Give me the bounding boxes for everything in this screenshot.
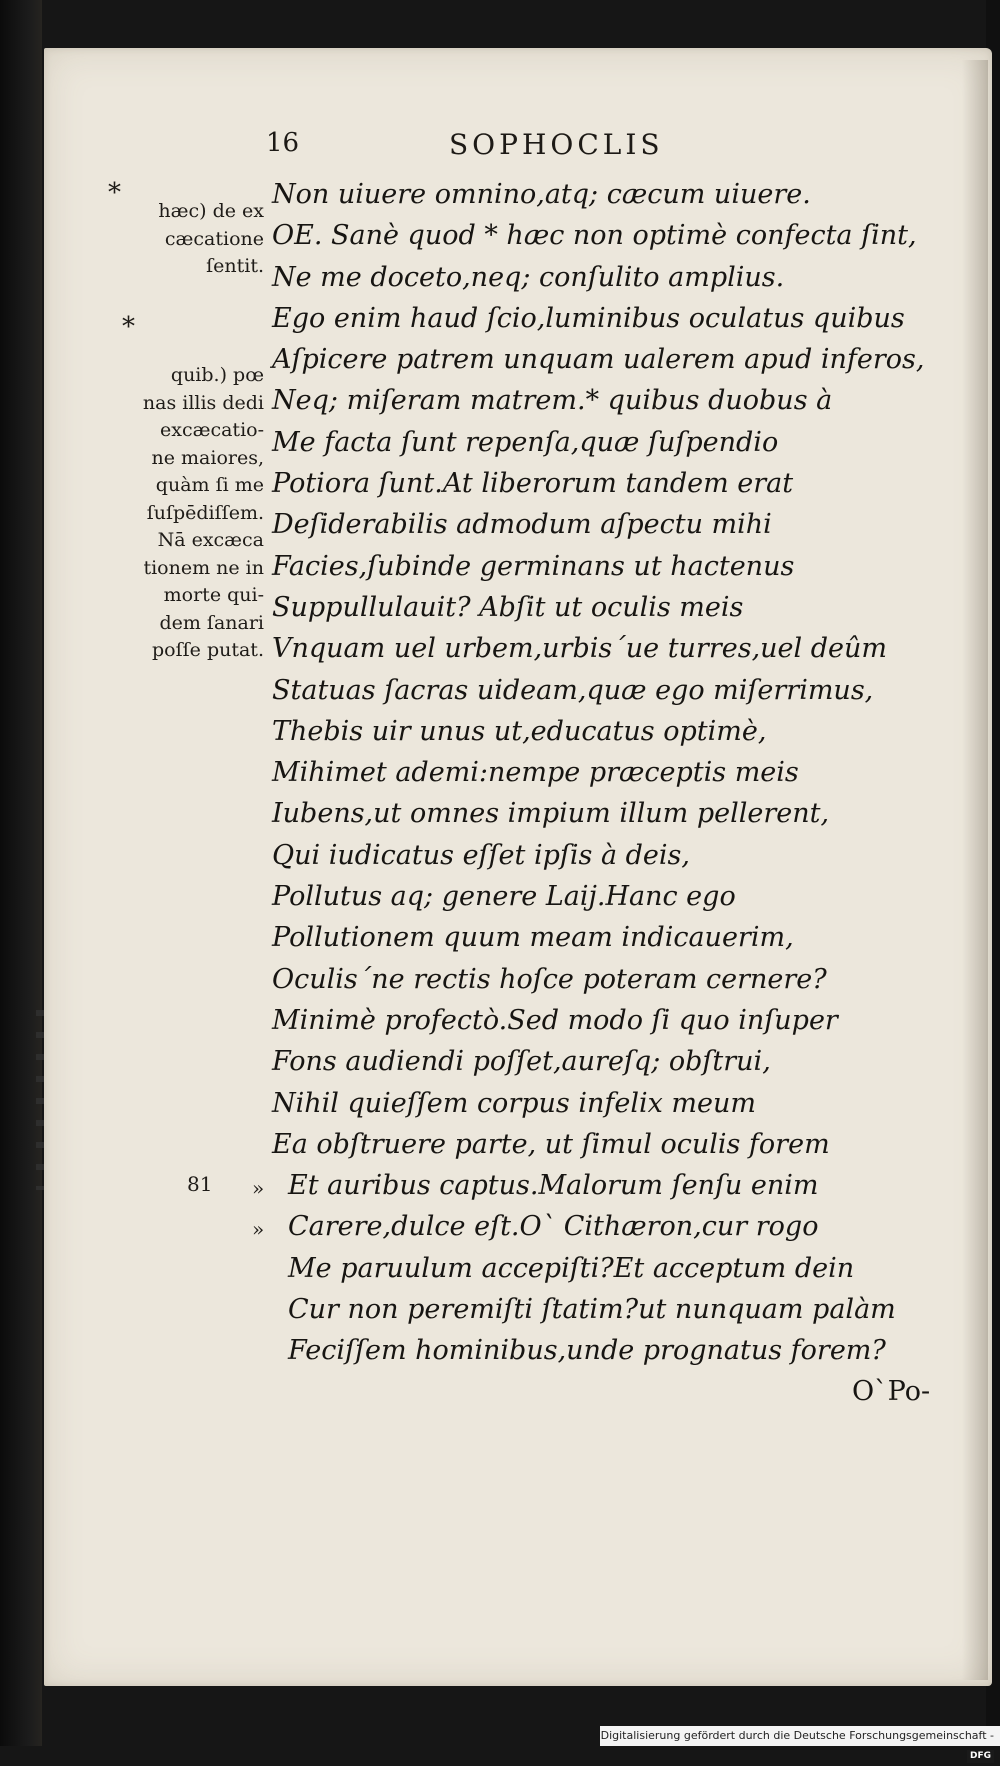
verse-line: Vnquam uel urbem,urbis´ue turres,uel deûm [272, 633, 888, 665]
margin-note-line: tionem ne in [143, 556, 264, 579]
binding-marks [36, 1010, 44, 1190]
verse-line: Aſpicere patrem unquam ualerem apud inferos, [272, 344, 925, 376]
verse-line: Feciſſem hominibus,unde prognatus forem? [288, 1335, 886, 1367]
running-head [44, 128, 992, 168]
verse-line: Iubens,ut omnes impium illum pellerent, [272, 798, 830, 830]
verse-line: Deſiderabilis admodum aſpectu mihi [272, 509, 772, 541]
margin-note-line: poſſe putat. [152, 639, 264, 661]
digitization-footer [600, 1726, 1000, 1761]
margin-asterisk-1: * [108, 178, 121, 208]
verse-line: Cur non peremiſti ſtatim?ut nunquam palàm [288, 1294, 896, 1326]
footer-text: Digitalisierung gefördert durch die Deutsche Forschungsgemeinschaft - [600, 1729, 994, 1742]
margin-note-line: quàm ſi me [155, 474, 264, 496]
verse-line: Ea obſtruere parte, ut ſimul oculis forem [272, 1128, 830, 1160]
quotation-mark-2: » [252, 1217, 265, 1241]
margin-note-line: ſentit. [206, 255, 264, 277]
verse-line: Fons audiendi poſſet,aureſq; obſtrui, [272, 1046, 771, 1078]
margin-note-line: morte qui- [163, 584, 264, 606]
verse-line: Pollutionem quum meam indicauerim, [272, 922, 794, 954]
margin-note-line: dem ſanari [159, 611, 264, 634]
margin-note-line: cæcatione [164, 227, 264, 250]
page-number: 16 [266, 128, 300, 158]
verse-text [272, 174, 924, 1372]
verse-line: OE. Sanè quod * hæc non optimè confecta ſint, [272, 220, 917, 252]
margin-note-line: excæcatio- [160, 419, 264, 441]
verse-line: Et auribus captus.Malorum ſenſu enim [288, 1170, 819, 1202]
margin-note-line: ſuſpēdiſſem. [146, 501, 264, 524]
verse-line: Thebis uir unus ut,educatus optimè, [272, 715, 767, 747]
margin-note-line: ne maiores, [151, 446, 264, 469]
verse-line: Oculis´ne rectis hoſce poteram cernere? [272, 963, 827, 995]
running-title: SOPHOCLIS [449, 128, 664, 161]
catchword: O`Po- [852, 1376, 931, 1407]
verse-line: Mihimet ademi:nempe præceptis meis [272, 757, 799, 789]
verse-line: Pollutus aq; genere Laij.Hanc ego [272, 881, 736, 913]
margin-asterisk-2: * [122, 312, 135, 342]
verse-line: Qui iudicatus eſſet ipſis à deis, [272, 839, 690, 871]
margin-note-line: quib.) pœ [170, 364, 264, 386]
verse-line: Facies,ſubinde germinans ut hactenus [272, 550, 795, 582]
verse-line: Statuas ſacras uideam,quæ ego miſerrimus, [272, 674, 874, 706]
margin-note-1 [108, 198, 264, 281]
line-number: 81 [187, 1172, 213, 1196]
verse-line: Minimè profectò.Sed modo ſi quo inſuper [272, 1004, 838, 1036]
quotation-mark-1: » [252, 1176, 265, 1200]
dfg-logo: DFG [967, 1750, 994, 1763]
margin-note-2 [108, 362, 264, 665]
scan-background-left [0, 0, 42, 1746]
verse-line: Ego enim haud ſcio,luminibus oculatus quibus [272, 302, 905, 334]
verse-line: Ne me doceto,neq; conſulito amplius. [272, 261, 785, 293]
verse-line: Potiora ſunt.At liberorum tandem erat [272, 468, 794, 500]
page-edge-shadow [962, 60, 988, 1680]
verse-line: Me paruulum accepiſti?Et acceptum dein [288, 1252, 855, 1284]
verse-line: Carere,dulce eſt.O` Cithæron,cur rogo [288, 1211, 819, 1243]
margin-note-line: Nā excæca [157, 529, 264, 551]
verse-line: Neq; miſeram matrem.* quibus duobus à [272, 385, 833, 417]
verse-line: Me facta ſunt repenſa,quæ ſuſpendio [272, 426, 779, 458]
verse-line: Non uiuere omnino,atq; cæcum uiuere. [272, 179, 811, 210]
verse-line: Suppullulauit? Abſit ut oculis meis [272, 591, 744, 623]
margin-note-line: nas illis dedi [142, 391, 264, 414]
margin-note-line: hæc) de ex [158, 200, 264, 222]
verse-line: Nihil quieſſem corpus infelix meum [272, 1087, 756, 1119]
